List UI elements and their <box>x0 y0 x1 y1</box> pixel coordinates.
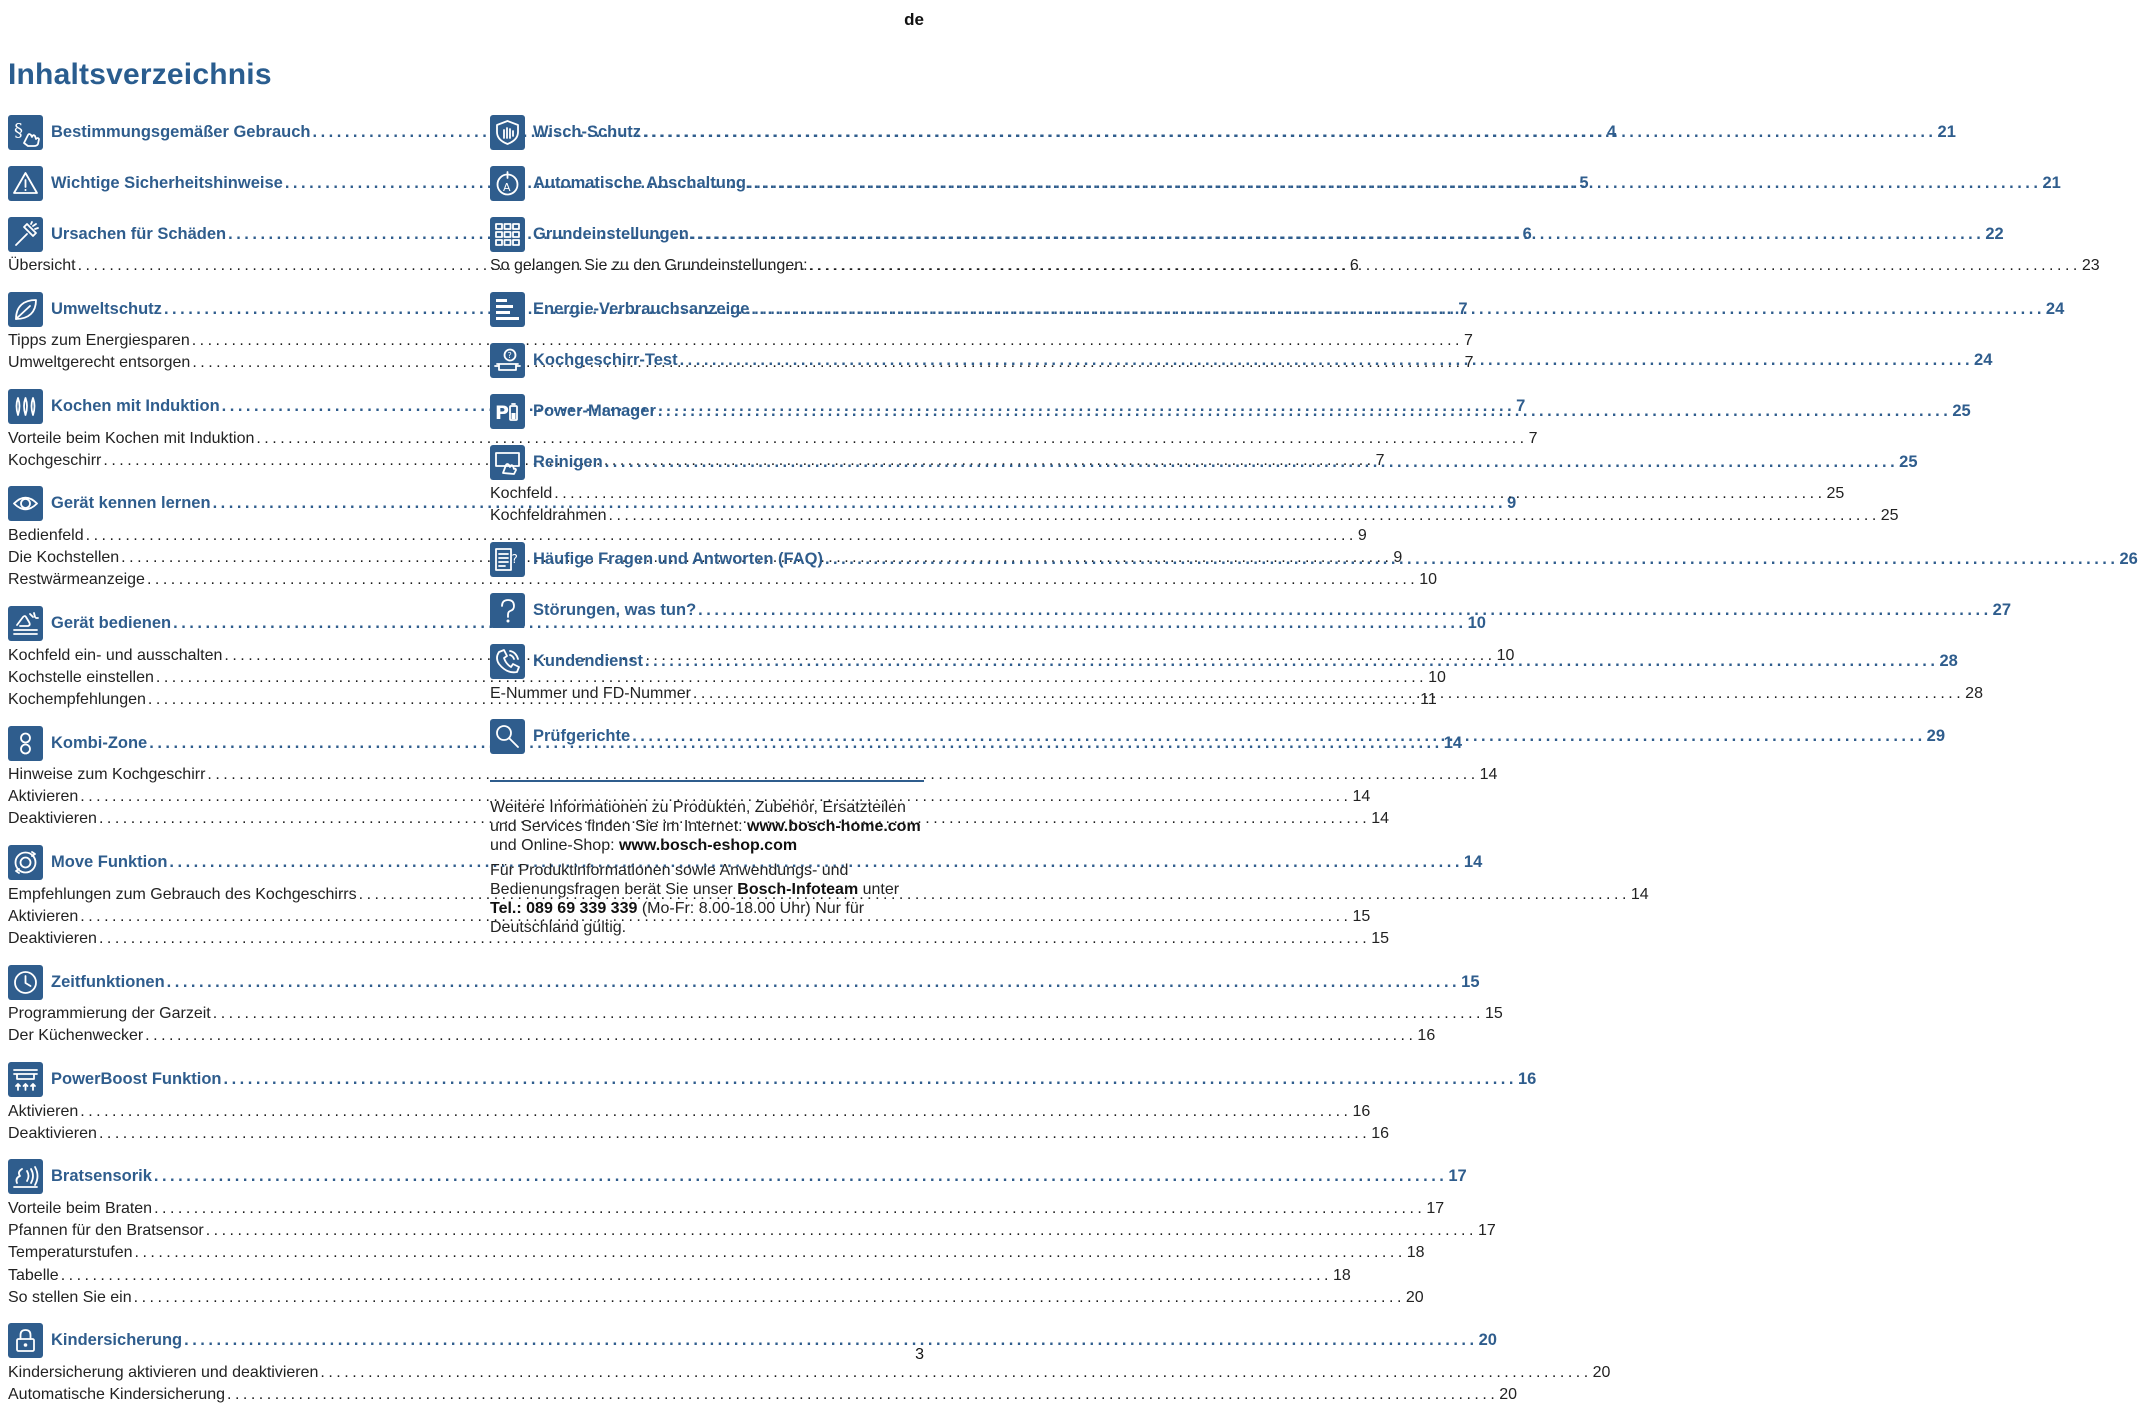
language-code: de <box>904 10 924 29</box>
toc-entry-page: 17 <box>1477 1222 1496 1240</box>
toc-entry-page: 7 <box>1463 332 1473 350</box>
toc-entry-page: 18 <box>1332 1266 1351 1284</box>
toc-entry-page: 14 <box>1352 788 1371 806</box>
cookware-test-icon <box>490 343 525 378</box>
toc-section-page: 26 <box>2119 550 2138 569</box>
toc-section-page: 14 <box>1463 853 1483 872</box>
toc-section-page: 7 <box>1458 299 1468 318</box>
toc-entry-page: 7 <box>1464 354 1474 372</box>
toc-section-title: Gerät bedienen <box>51 614 172 632</box>
toc-entry-label: Deaktivieren <box>8 930 97 947</box>
toc-section-title: Kochen mit Induktion <box>51 397 220 416</box>
toc-section-title: Wichtige Sicherheitshinweise <box>51 173 283 192</box>
toc-entry-label: Kochstelle einstellen <box>8 668 154 686</box>
info-text: unter <box>858 881 900 898</box>
toc-section-title: Prüfgerichte <box>533 727 631 746</box>
toc-entry-page: 25 <box>1880 507 1899 525</box>
toc-entry-label: Kochfeld ein- und ausschalten <box>8 646 223 664</box>
toc-section-header[interactable] <box>8 1322 1497 1360</box>
toc-entry-label: Vorteile beim Kochen mit Induktion <box>8 429 255 447</box>
toc-entry[interactable] <box>8 1362 1611 1384</box>
info-paragraph-web <box>490 798 924 855</box>
toc-section-title: Störungen, was tun? <box>533 601 697 620</box>
toc-entry[interactable] <box>8 1384 1518 1406</box>
toc-entry[interactable] <box>8 1101 1371 1123</box>
toc-entry-label: Empfehlungen zum Gebrauch des Kochgeschirrs <box>8 885 357 903</box>
toc-section-page: 6 <box>1522 224 1532 243</box>
toc-section-page: 21 <box>2042 173 2061 192</box>
toc-entry-label: Kindersicherung aktivieren und deaktivieren <box>8 1363 319 1381</box>
bosch-home-link[interactable]: www.bosch-home.com <box>747 818 921 835</box>
toc-section-title-line <box>533 123 1956 142</box>
toc-section-title-line <box>533 652 1958 671</box>
toc-section-title-line <box>533 174 2061 193</box>
toc-section-page: 16 <box>1517 1070 1537 1089</box>
hand-control-icon <box>8 606 43 641</box>
toc-section-title: Umweltschutz <box>51 299 162 318</box>
toc-entry-page: 7 <box>1528 429 1538 447</box>
energy-bars-icon <box>490 292 525 327</box>
toc-entry[interactable] <box>8 428 1538 450</box>
toc-entry-label: Tipps zum Energiesparen <box>8 332 190 350</box>
toc-section-header[interactable] <box>490 341 1993 379</box>
toc-section-header[interactable] <box>490 290 2065 328</box>
move-function-icon <box>8 845 43 880</box>
toc-entry-page: 7 <box>1375 451 1385 469</box>
toc-entry-page: 15 <box>1352 907 1371 925</box>
toc-entry-label: Deaktivieren <box>8 810 97 828</box>
toc-entry[interactable] <box>8 928 1389 950</box>
toc-section-page: 5 <box>1579 173 1589 192</box>
toc-section-title: Kindersicherung <box>51 1331 183 1350</box>
toc-entry-label: Kochfeldrahmen <box>490 507 607 525</box>
toc-entry[interactable] <box>8 330 1473 352</box>
toc-entry-label: E-Nummer und FD-Nummer <box>490 684 691 702</box>
toc-entry-page: 20 <box>1405 1288 1424 1306</box>
toc-entry-page: 20 <box>1499 1386 1518 1404</box>
toc-entry[interactable] <box>8 667 1446 689</box>
toc-section-page: 7 <box>1516 397 1526 416</box>
toc-section-title: Bratsensorik <box>51 1167 152 1186</box>
toc-entry-page: 9 <box>1393 549 1403 567</box>
info-paragraph-infoteam <box>490 861 924 937</box>
toc-section-page: 28 <box>1939 652 1958 671</box>
magnifier-icon <box>490 719 525 754</box>
toc-entry-label: Restwärmeanzeige <box>8 571 145 589</box>
toc-section <box>8 1061 1537 1145</box>
toc-section-page: 24 <box>2045 299 2065 318</box>
toc-section-page: 4 <box>1606 122 1617 141</box>
toc-entry-label: Übersicht <box>8 257 76 274</box>
toc-entry-page: 25 <box>1826 485 1845 503</box>
toc-section-header[interactable] <box>490 541 2138 579</box>
toc-section-title: Kochgeschirr-Test <box>533 350 678 369</box>
toc-entry[interactable] <box>8 786 1371 808</box>
toc-section <box>490 341 1993 379</box>
toc-section-title: Move Funktion <box>51 853 168 872</box>
toc-entry-page: 15 <box>1485 1005 1503 1023</box>
toc-section-page: 25 <box>1899 452 1918 471</box>
induction-coil-icon <box>8 389 43 424</box>
toc-section-page: 24 <box>1974 350 1993 369</box>
auto-shutoff-icon <box>490 166 525 201</box>
toc-entry-page: 14 <box>1479 766 1498 784</box>
toc-section-page: 15 <box>1461 972 1480 991</box>
toc-section-title: Ursachen für Schäden <box>51 224 227 243</box>
toc-section-title-line <box>533 402 1971 421</box>
toc-section-title-line <box>533 727 1945 746</box>
toc-section-header[interactable] <box>490 443 1918 481</box>
page-number: 3 <box>915 1346 924 1363</box>
svg-text:?: ? <box>511 552 518 567</box>
toc-section-page: 22 <box>1985 224 2004 243</box>
toc-entry-page: 10 <box>1419 571 1437 589</box>
toc-section-header[interactable] <box>8 963 1480 1001</box>
toc-section <box>490 392 1971 430</box>
toc-section-header[interactable] <box>490 113 1956 151</box>
toc-entry[interactable] <box>490 505 1899 527</box>
toc-section <box>490 290 2065 328</box>
toc-section-title: Energie-Verbrauchsanzeige <box>533 299 750 318</box>
toc-entry-page: 20 <box>1592 1363 1611 1381</box>
power-manager-icon <box>490 394 525 429</box>
toc-entry-page: 14 <box>1371 810 1389 828</box>
toc-section-title: PowerBoost Funktion <box>51 1070 222 1089</box>
toc-entry-label: So gelangen Sie zu den Grundeinstellungen: <box>490 257 808 274</box>
toc-entry-label: Kochfeld <box>490 485 553 503</box>
toc-entry-label: Der Küchenwecker <box>8 1027 144 1045</box>
toc-section-title-line <box>533 453 1918 472</box>
toc-entry-label: Temperaturstufen <box>8 1244 133 1262</box>
toc-section-header[interactable] <box>490 164 2061 202</box>
toc-entry[interactable] <box>8 1265 1351 1287</box>
toc-section-page: 20 <box>1478 1331 1497 1350</box>
info-text: und Online-Shop: <box>490 837 619 854</box>
toc-section-header[interactable] <box>490 392 1971 430</box>
powerboost-icon <box>8 1062 43 1097</box>
toc-section-page: 9 <box>1507 494 1517 513</box>
toc-section-title: Bestimmungsgemäßer Gebrauch <box>51 122 311 141</box>
question-mark-icon <box>490 593 525 628</box>
toc-entry-page: 14 <box>1630 885 1649 903</box>
info-divider <box>490 780 924 782</box>
toc-entry-label: Pfannen für den Bratsensor <box>8 1222 204 1240</box>
toc-entry-page: 10 <box>1496 646 1515 664</box>
toc-entry-page: 10 <box>1428 668 1446 686</box>
toc-section-page: 27 <box>1992 601 2012 620</box>
infoteam-phone: Tel.: 089 69 339 339 <box>490 900 638 917</box>
info-text: Weitere Informationen zu Produkten, Zubehör, Ersatzteilen und Services finden Sie im Internet: <box>490 799 906 835</box>
toc-entry[interactable] <box>8 1242 1425 1264</box>
frying-sensor-icon <box>8 1159 43 1194</box>
toc-section-page: 14 <box>1443 733 1463 752</box>
toc-entry-page: 16 <box>1417 1027 1436 1045</box>
toc-section-title: Reinigen <box>533 452 603 471</box>
toc-section-title: Zeitfunktionen <box>51 972 165 991</box>
toc-section <box>8 1322 1611 1406</box>
toc-section-title: Wisch-Schutz <box>533 122 642 141</box>
warning-triangle-icon <box>8 166 43 201</box>
toc-section-header[interactable] <box>8 1061 1537 1099</box>
toc-section-title-line <box>533 300 2064 319</box>
toc-entry-label: Deaktivieren <box>8 1124 97 1142</box>
toc-entry-page: 6 <box>1349 257 1359 274</box>
toc-section <box>490 215 2100 277</box>
clock-icon <box>8 965 43 1000</box>
toc-entry-page: 16 <box>1352 1102 1371 1120</box>
leaf-icon <box>8 292 43 327</box>
shield-hand-icon <box>490 115 525 150</box>
toc-section-title: Gerät kennen lernen <box>51 494 211 513</box>
toc-section-page: 17 <box>1448 1167 1467 1186</box>
toc-section-title-line <box>533 225 2004 244</box>
toc-section-title-line <box>533 351 1992 370</box>
info-block <box>490 798 924 943</box>
toc-entry-label: Kochgeschirr <box>8 451 102 469</box>
toc-entry-label: Kochempfehlungen <box>8 690 146 708</box>
toc-entry[interactable] <box>8 1003 1503 1025</box>
info-text: (Mo-Fr: 8.00-18.00 Uhr) Nur für Deutschland gültig. <box>490 900 865 936</box>
toc-section-title-line <box>51 1070 1536 1089</box>
toc-section-title-line <box>51 1331 1497 1350</box>
toc-section-header[interactable] <box>490 215 2004 253</box>
toc-section-title: Grundeinstellungen <box>533 224 689 243</box>
toc-entry-label: Umweltgerecht entsorgen <box>8 354 191 372</box>
toc-entry-page: 11 <box>1420 690 1437 708</box>
toc-entry-page: 18 <box>1406 1244 1425 1262</box>
toc-section-page: 25 <box>1952 401 1971 420</box>
toc-section-title: Häufige Fragen und Antworten (FAQ) <box>533 550 823 569</box>
toc-entry[interactable] <box>8 1198 1445 1220</box>
toc-entry-page: 15 <box>1371 930 1389 947</box>
toc-entry-page: 9 <box>1357 526 1367 544</box>
toc-entry[interactable] <box>8 1025 1436 1047</box>
toc-entry-page: 16 <box>1371 1124 1389 1142</box>
toc-section-page: 21 <box>1937 122 1956 141</box>
toc-section-title: Kombi-Zone <box>51 733 148 752</box>
toc-section <box>8 963 1503 1047</box>
paragraph-hand-icon <box>8 115 43 150</box>
toc-section <box>490 443 1918 527</box>
toc-entry[interactable] <box>8 1287 1424 1309</box>
toc-entry-label: Aktivieren <box>8 907 79 925</box>
toc-entry-label: Die Kochstellen <box>8 549 120 567</box>
svg-text:?: ? <box>507 350 512 360</box>
toc-entry-label: Programmierung der Garzeit <box>8 1005 211 1023</box>
toc-entry-label: Aktivieren <box>8 1102 79 1120</box>
lock-icon <box>8 1323 43 1358</box>
info-text: Für Produktinformationen sowie Anwendungs- und Bedienungsfragen berät Sie unser <box>490 862 849 898</box>
toc-section-title-line <box>51 1167 1467 1186</box>
toc-section-title-line <box>533 550 2138 569</box>
toc-entry[interactable] <box>490 483 1845 505</box>
toc-entry-label: Automatische Kindersicherung <box>8 1386 226 1404</box>
svg-text:P: P <box>495 401 509 424</box>
toc-section-page: 10 <box>1467 614 1486 632</box>
toc-section <box>490 541 2138 579</box>
toc-entry-label: Tabelle <box>8 1266 59 1284</box>
toc-entry[interactable] <box>490 255 2100 277</box>
bosch-eshop-link[interactable]: www.bosch-eshop.com <box>618 837 798 854</box>
toc-section-title-line <box>533 601 2011 620</box>
svg-text:§: § <box>14 119 23 141</box>
infoteam-name: Bosch-Infoteam <box>737 881 859 898</box>
phone-icon <box>490 644 525 679</box>
toc-entry[interactable] <box>8 764 1498 786</box>
toc-entry-label: Aktivieren <box>8 788 79 806</box>
toc-entry-label: Bedienfeld <box>8 526 84 544</box>
toc-entry-label: Hinweise zum Kochgeschirr <box>8 766 206 784</box>
toc-section <box>8 1158 1496 1309</box>
toc-section-title: Kundendienst <box>533 652 643 671</box>
page-title: Inhaltsverzeichnis <box>8 58 272 91</box>
toc-section-title-line <box>51 973 1480 992</box>
combi-zone-icon <box>8 726 43 761</box>
toc-section-page: 29 <box>1926 727 1946 746</box>
toc-entry[interactable] <box>8 1220 1496 1242</box>
toc-entry[interactable] <box>8 525 1367 547</box>
hammer-icon <box>8 217 43 252</box>
toc-section-title: Power-Manager <box>533 401 656 420</box>
toc-section-header[interactable] <box>8 1158 1467 1196</box>
toc-entry-page: 23 <box>2081 257 2100 274</box>
cleaning-icon <box>490 445 525 480</box>
eye-icon <box>8 486 43 521</box>
faq-icon <box>490 542 525 577</box>
toc-entry-label: Vorteile beim Braten <box>8 1199 153 1217</box>
toc-entry[interactable] <box>8 1123 1389 1145</box>
settings-grid-icon <box>490 217 525 252</box>
toc-entry-page: 17 <box>1426 1199 1445 1217</box>
toc-entry[interactable] <box>8 569 1437 591</box>
toc-entry-page: 28 <box>1965 684 1983 702</box>
toc-section <box>490 164 2061 202</box>
toc-section <box>490 113 1956 151</box>
toc-section-title: Automatische Abschaltung <box>533 173 746 192</box>
svg-text:A: A <box>503 180 511 194</box>
toc-entry-label: So stellen Sie ein <box>8 1288 132 1306</box>
